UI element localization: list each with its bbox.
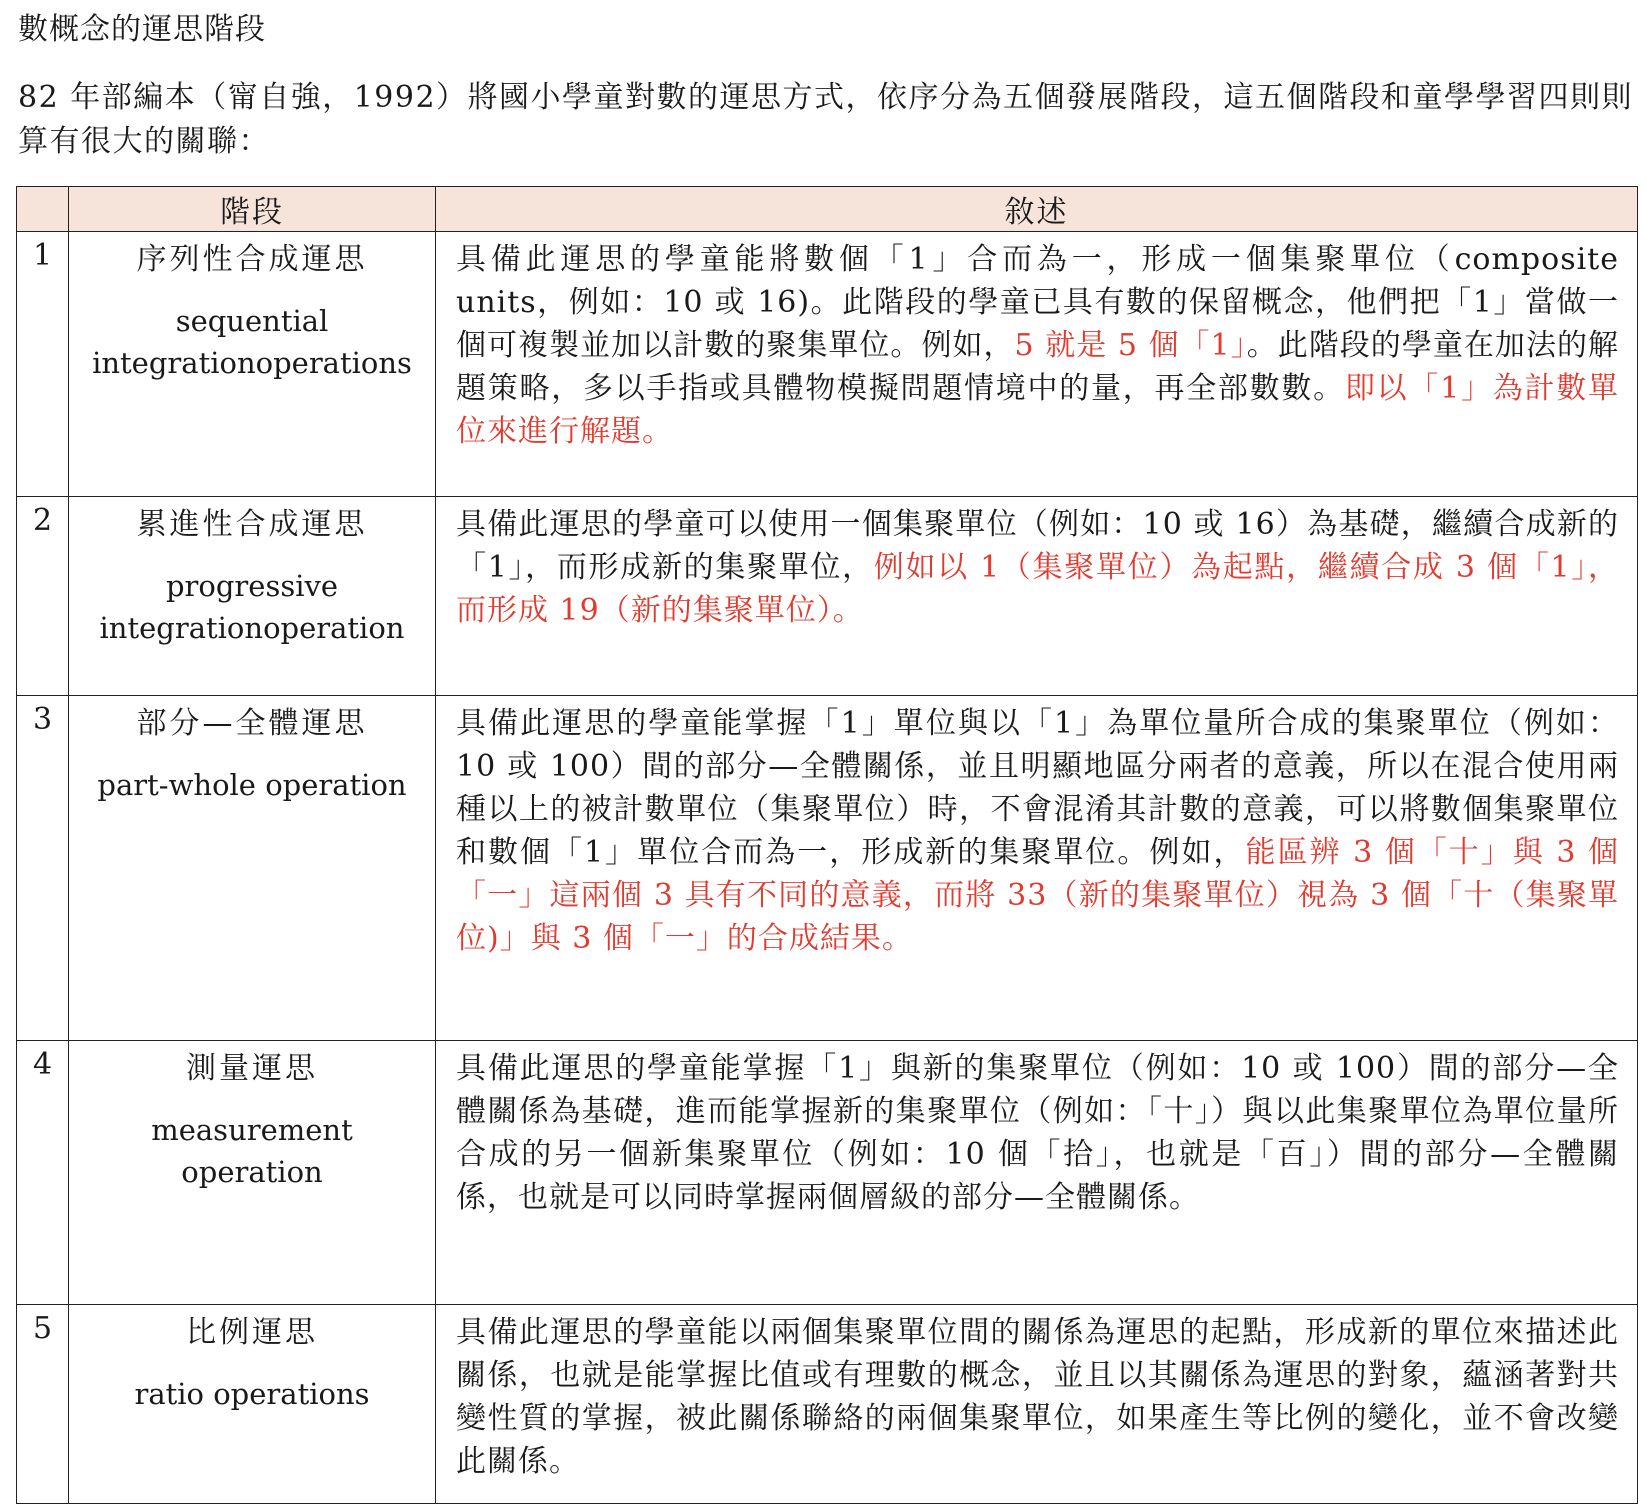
description-highlight: 例如以 1（集聚單位）為起點，繼續合成 3 個「1」，而形成 19（新的集聚單位）。 xyxy=(456,550,1619,628)
description-text: 具備此運思的學童能掌握「1」單位與以「1」為單位量所合成的集聚單位（例如：10 或 100）間的部分—全體關係，並且明顯地區分兩者的意義，所以在混合使用兩種以上的被計數單位（集聚單位）時，不會混淆其計數的意義，可以將數個集聚單位和數個「1」單位合而為一，形成新的集聚單位。例如， xyxy=(456,706,1619,870)
stage-name-zh: 測量運思 xyxy=(186,1051,318,1086)
description-text: 具備此運思的學童能掌握「1」與新的集聚單位（例如：10 或 100）間的部分—全體關係為基礎，進而能掌握新的集聚單位（例如：「十」）與以此集聚單位為單位量所合成的另一個新集聚單位（例如：10 個「拾」，也就是「百」）間的部分—全體關係，也就是可以同時掌握兩個層級的部分—全體關係。 xyxy=(456,1051,1619,1215)
stage-description xyxy=(436,1305,1638,1504)
table-row xyxy=(17,1041,1638,1305)
description-highlight: 能區辨 3 個「十」與 3 個「一」這兩個 3 具有不同的意義，而將 33（新的集聚單位）視為 3 個「十（集聚單位)」與 3 個「一」的合成結果。 xyxy=(456,835,1619,956)
stage-name-zh: 序列性合成運思 xyxy=(136,242,368,277)
header-stage: 階段 xyxy=(69,187,436,232)
header-number xyxy=(17,187,69,232)
description-text: 。此階段的學童在加法的解題策略，多以手指或具體物模擬問題情境中的量，再全部數數。 xyxy=(456,328,1620,406)
table-row xyxy=(17,696,1638,1041)
stage-name-en: part-whole operation xyxy=(97,768,407,802)
stage-name-en: ratio operations xyxy=(134,1377,370,1411)
stages-table xyxy=(16,186,1638,1504)
stage-description xyxy=(436,497,1638,696)
page-title: 數概念的運思階段 xyxy=(18,12,266,47)
stage-description xyxy=(436,1041,1638,1305)
stage-description xyxy=(436,696,1638,1041)
stage-name-zh: 比例運思 xyxy=(186,1315,318,1350)
stage-name-en: sequential integrationoperations xyxy=(92,304,412,380)
stage-number: 5 xyxy=(17,1305,69,1504)
stage-name-cell xyxy=(69,1305,436,1504)
stage-number: 3 xyxy=(17,696,69,1041)
intro-paragraph: 82 年部編本（甯自強，1992）將國小學童對數的運思方式，依序分為五個發展階段，這五個階段和童學學習四則則算有很大的關聯： xyxy=(18,80,1634,159)
stage-name-zh: 部分—全體運思 xyxy=(136,706,368,741)
stage-number: 1 xyxy=(17,232,69,497)
table-row xyxy=(17,232,1638,497)
description-text: 具備此運思的學童能以兩個集聚單位間的關係為運思的起點，形成新的單位來描述此關係，也就是能掌握比值或有理數的概念，並且以其關係為運思的對象，蘊涵著對共變性質的掌握，被此關係聯絡的兩個集聚單位，如果產生等比例的變化，並不會改變此關係。 xyxy=(456,1315,1619,1479)
stage-name-en: progressive integrationoperation xyxy=(99,569,405,645)
stage-name-cell xyxy=(69,232,436,497)
stage-number: 2 xyxy=(17,497,69,696)
table-row xyxy=(17,497,1638,696)
table-header-row xyxy=(17,187,1638,232)
stage-name-cell xyxy=(69,1041,436,1305)
description-text: 具備此運思的學童能將數個「1」合而為一，形成一個集聚單位（composite units，例如：10 或 16)。此階段的學童已具有數的保留概念，他們把「1」當做一個可複製並加以計數的聚集單位。例如， xyxy=(456,242,1619,363)
header-description: 敘述 xyxy=(436,187,1638,232)
stage-name-en: measurement operation xyxy=(151,1113,353,1189)
stage-name-zh: 累進性合成運思 xyxy=(136,507,368,542)
stage-name-cell xyxy=(69,696,436,1041)
description-text: 具備此運思的學童可以使用一個集聚單位（例如：10 或 16）為基礎，繼續合成新的「1」，而形成新的集聚單位， xyxy=(456,507,1619,585)
stage-name-cell xyxy=(69,497,436,696)
description-highlight: 5 就是 5 個「1」 xyxy=(1014,328,1247,363)
stage-number: 4 xyxy=(17,1041,69,1305)
table-row xyxy=(17,1305,1638,1504)
stage-description xyxy=(436,232,1638,497)
description-highlight: 即以「1」為計數單位來進行解題。 xyxy=(456,371,1620,449)
